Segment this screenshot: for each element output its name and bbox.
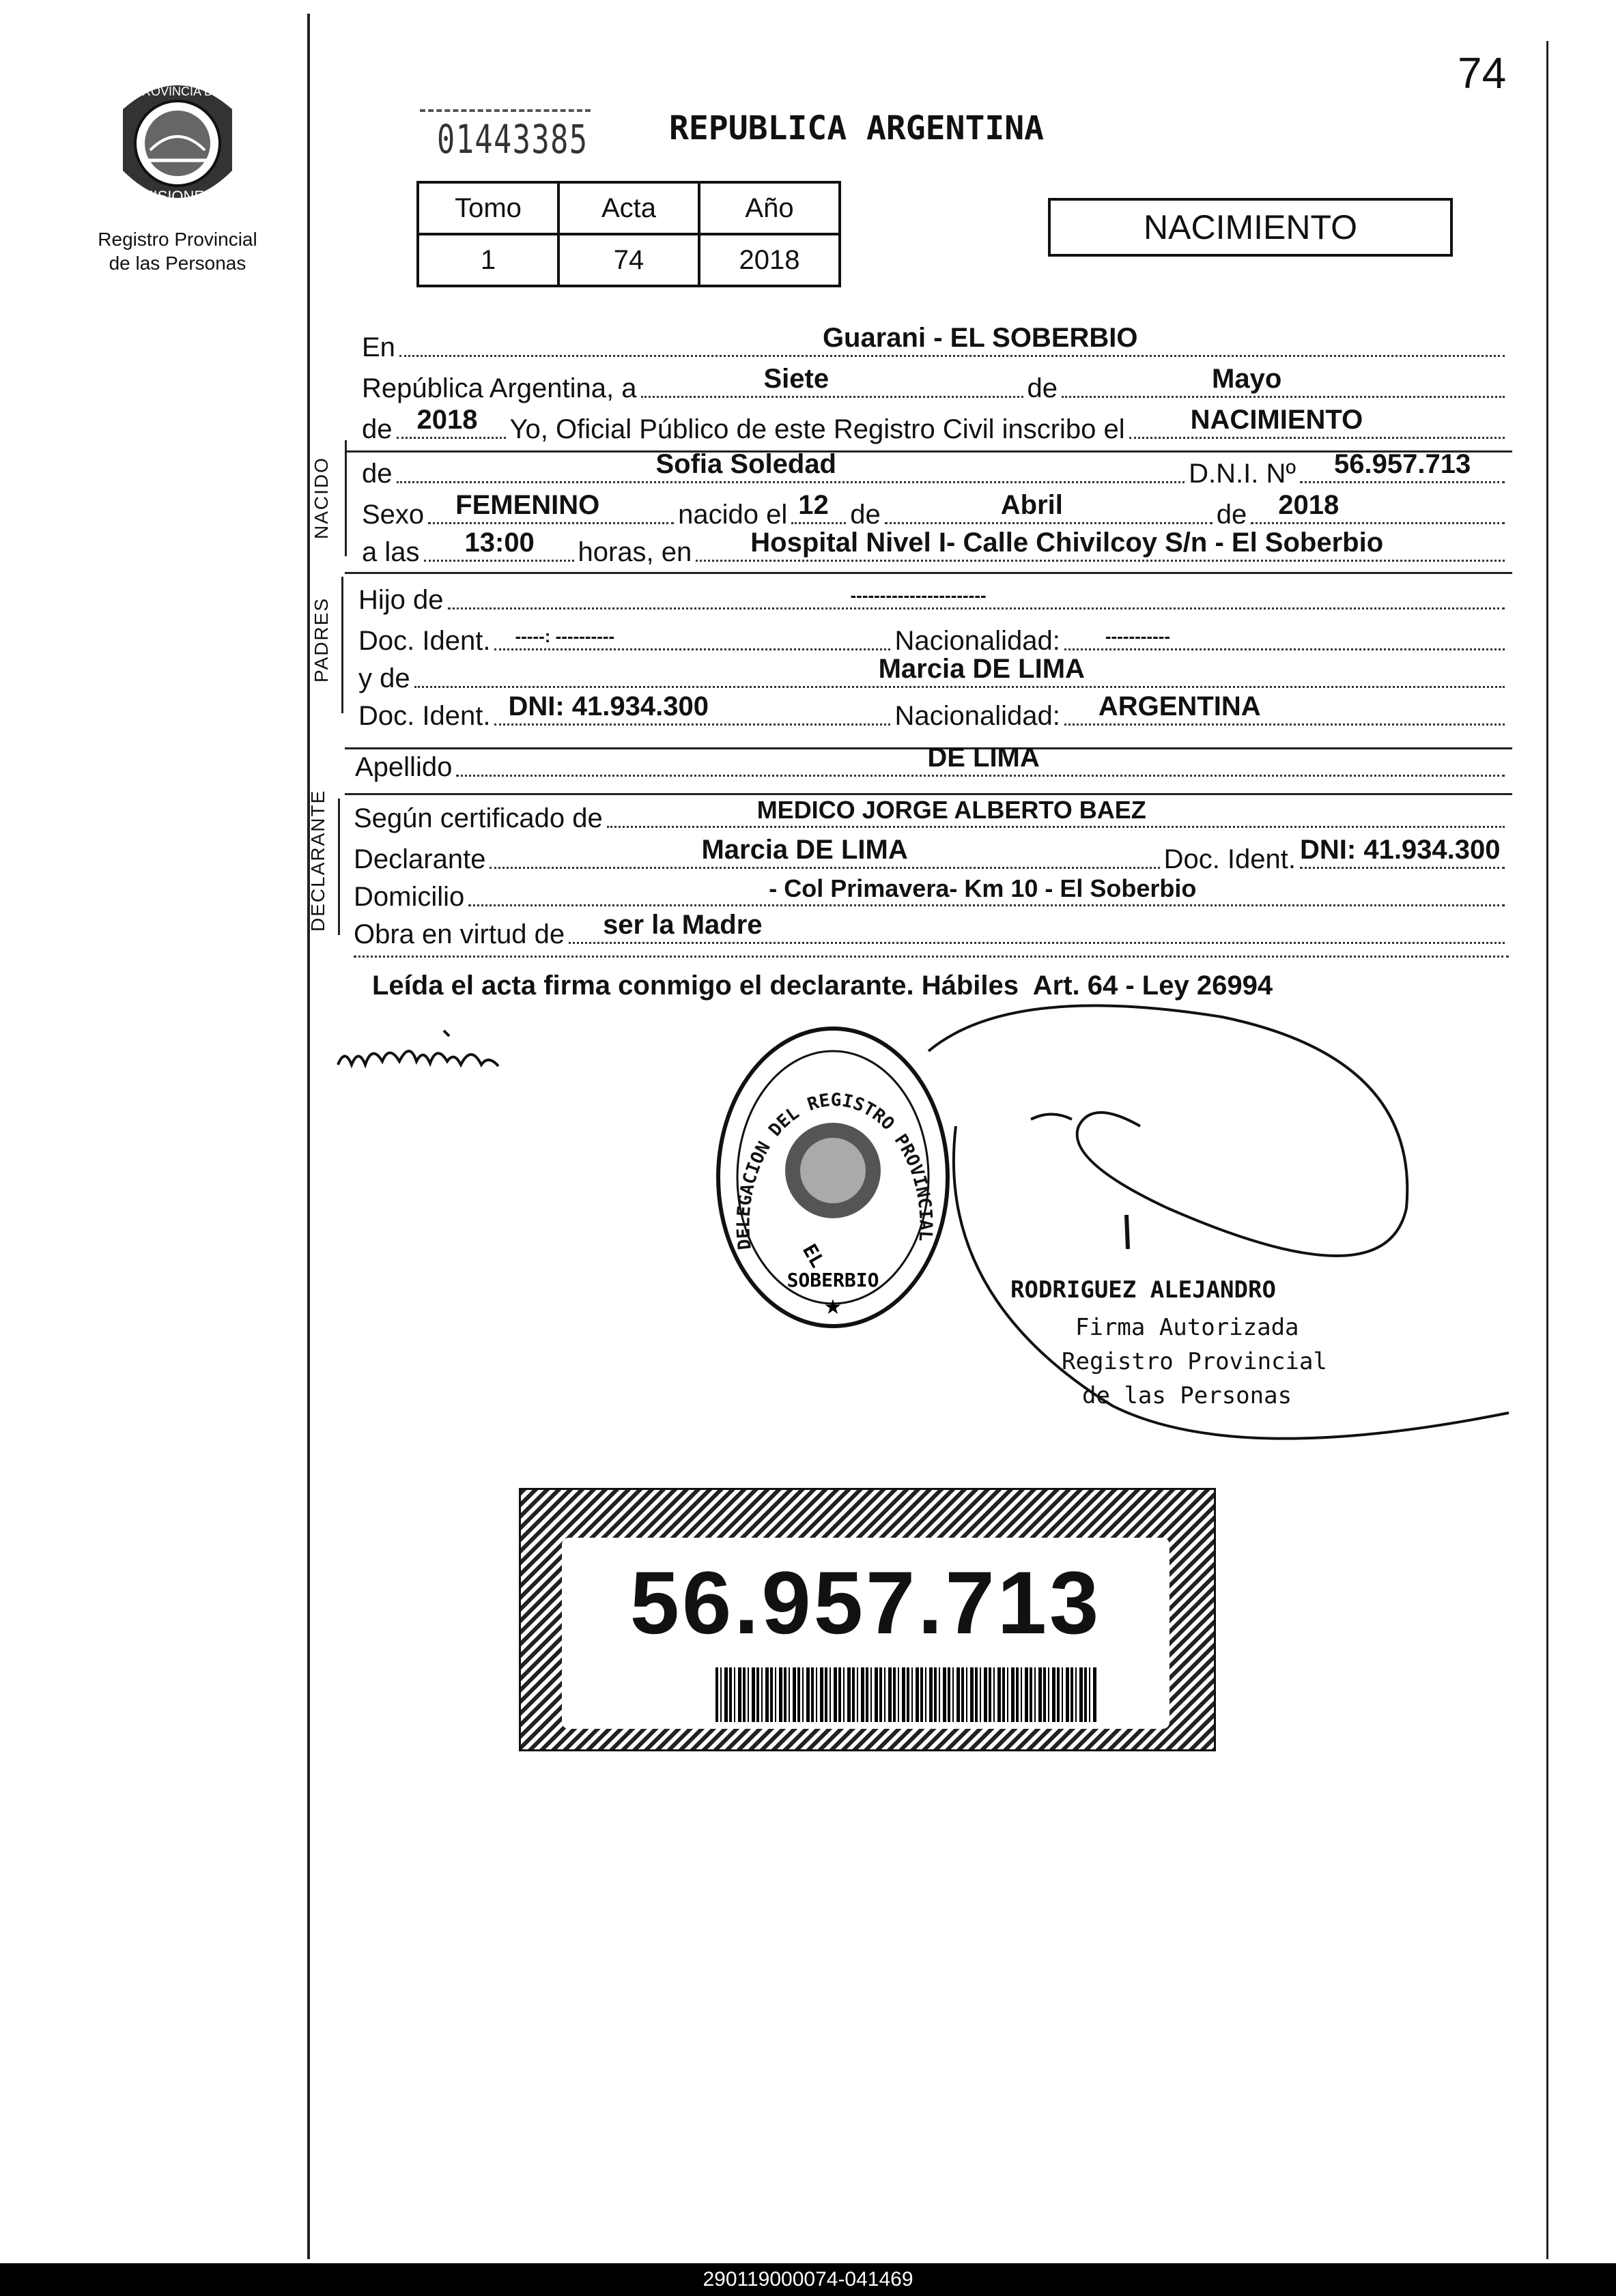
row-domicilio	[354, 874, 1509, 912]
acta-header: Acta	[558, 182, 699, 234]
nacido-section-label: NACIDO	[311, 457, 332, 539]
de-label: de	[1027, 373, 1058, 403]
obra-label: Obra en virtud de	[354, 919, 565, 949]
obra-value: ser la Madre	[603, 910, 763, 940]
acta-value: 74	[558, 234, 699, 286]
birth-year-value: 2018	[1278, 490, 1339, 520]
closing-text: Leída el acta firma conmigo el declarante. Hábiles Art. 64 - Ley 26994	[372, 971, 1273, 1001]
footer-code: 290119000074-041469	[703, 2268, 913, 2291]
hijo-de-label: Hijo de	[358, 585, 444, 615]
row-en	[362, 323, 1509, 362]
y-de-label: y de	[358, 663, 410, 693]
tomo-header: Tomo	[418, 182, 558, 234]
declarante-value: Marcia DE LIMA	[701, 835, 908, 865]
closing-line-dotted	[354, 956, 1509, 958]
svg-text:EL: EL	[797, 1240, 830, 1272]
row-obra	[354, 910, 1509, 949]
officer-line-1: Firma Autorizada	[1075, 1314, 1299, 1341]
doc1-value: -----: ----------	[515, 626, 615, 646]
month-value: Mayo	[1212, 364, 1282, 394]
svg-text:★: ★	[823, 1296, 842, 1319]
nacido-bracket	[345, 440, 347, 556]
nacido-de-label: de	[362, 459, 393, 489]
en-label: En	[362, 332, 395, 362]
svg-text:MISIONES: MISIONES	[141, 188, 214, 205]
mother-name-value: Marcia DE LIMA	[878, 654, 1085, 684]
record-type-box	[1048, 198, 1453, 257]
declarante-bracket	[338, 799, 340, 935]
id-security-box	[519, 1488, 1216, 1751]
row-segun	[354, 796, 1509, 833]
padres-bracket	[341, 577, 343, 713]
row-doc1	[358, 621, 1509, 655]
row-hijo-de	[358, 580, 1509, 614]
dni-value: 56.957.713	[1334, 449, 1471, 479]
doc1-label: Doc. Ident.	[358, 626, 491, 656]
decl-doc-value: DNI: 41.934.300	[1300, 835, 1501, 865]
doc2-label: Doc. Ident.	[358, 701, 491, 731]
padres-section-label: PADRES	[311, 597, 332, 683]
row-nacido-de	[362, 449, 1509, 489]
divider-4	[345, 793, 1512, 795]
footer-bar	[0, 2263, 1616, 2296]
domicilio-label: Domicilio	[354, 882, 465, 912]
day-value: Siete	[763, 364, 830, 394]
tomo-acta-ano-table	[416, 181, 841, 287]
right-margin-line	[1546, 41, 1548, 2259]
birth-day-value: 12	[798, 490, 829, 520]
divider-2	[345, 572, 1512, 574]
decl-doc-label: Doc. Ident.	[1163, 844, 1296, 874]
id-barcode	[715, 1667, 1098, 1722]
document-title: REPUBLICA ARGENTINA	[669, 109, 1045, 147]
svg-text:DELEGACION DEL REGISTRO PROVIN: DELEGACION DEL REGISTRO PROVINCIAL	[733, 1090, 936, 1251]
officer-name: RODRIGUEZ ALEJANDRO	[1010, 1276, 1276, 1304]
a-las-label: a las	[362, 537, 420, 567]
serial-underline	[420, 109, 591, 112]
birth-place-value: Hospital Nivel I- Calle Chivilcoy S/n - El Soberbio	[750, 528, 1384, 558]
time-value: 13:00	[464, 528, 535, 558]
declarant-signature	[335, 1024, 505, 1085]
mother-nationality-value: ARGENTINA	[1098, 691, 1261, 721]
province-logo	[109, 68, 246, 218]
child-name-value: Sofia Soledad	[655, 449, 836, 479]
nacido-el-label: nacido el	[678, 500, 788, 530]
left-margin-line	[307, 14, 310, 2259]
row-sexo	[362, 490, 1509, 530]
inscribo-value: NACIMIENTO	[1190, 405, 1363, 435]
yo-text: Yo, Oficial Público de este Registro Civil inscribo el	[509, 414, 1125, 444]
sexo-label: Sexo	[362, 500, 425, 530]
domicilio-value: - Col Primavera- Km 10 - El Soberbio	[769, 874, 1197, 902]
row-republica	[362, 364, 1509, 403]
apellido-value: DE LIMA	[927, 743, 1040, 773]
row-a-las	[362, 528, 1509, 567]
apellido-label: Apellido	[355, 752, 453, 782]
row-year	[362, 405, 1509, 444]
logo-caption-2: de las Personas	[109, 253, 246, 274]
de-label-4: de	[1216, 500, 1247, 530]
ano-header: Año	[699, 182, 840, 234]
logo-caption-1: Registro Provincial	[98, 229, 257, 250]
page-number: 74	[1458, 48, 1507, 98]
row-y-de	[358, 654, 1509, 693]
de-label-3: de	[850, 500, 881, 530]
sexo-value: FEMENINO	[455, 490, 600, 520]
segun-value: MEDICO JORGE ALBERTO BAEZ	[756, 796, 1146, 824]
officer-line-3: de las Personas	[1082, 1382, 1292, 1409]
record-type-label: NACIMIENTO	[1144, 208, 1357, 246]
nac1-label: Nacionalidad:	[894, 626, 1060, 656]
declarante-label: Declarante	[354, 844, 486, 874]
de-label-2: de	[362, 414, 393, 444]
tomo-value: 1	[418, 234, 558, 286]
horas-label: horas, en	[578, 537, 692, 567]
en-value: Guarani - EL SOBERBIO	[822, 323, 1138, 353]
officer-line-2: Registro Provincial	[1062, 1348, 1327, 1375]
hijo-de-value: -----------------------	[850, 585, 987, 605]
row-doc2	[358, 691, 1509, 731]
republica-label: República Argentina, a	[362, 373, 637, 403]
segun-label: Según certificado de	[354, 803, 603, 833]
dni-label: D.N.I. Nº	[1189, 459, 1296, 489]
id-inner-panel	[562, 1538, 1170, 1729]
row-apellido	[355, 743, 1509, 782]
svg-text:SOBERBIO: SOBERBIO	[786, 1269, 879, 1291]
year-value: 2018	[416, 405, 478, 435]
ano-value: 2018	[699, 234, 840, 286]
row-declarante	[354, 835, 1509, 874]
svg-text:PROVINCIA DE: PROVINCIA DE	[133, 85, 222, 98]
nac2-label: Nacionalidad:	[894, 701, 1060, 731]
serial-number: 01443385	[437, 116, 589, 162]
mother-dni-value: DNI: 41.934.300	[508, 691, 709, 721]
birth-month-value: Abril	[1000, 490, 1063, 520]
id-number: 56.957.713	[629, 1553, 1102, 1652]
declarante-section-label: DECLARANTE	[307, 789, 328, 932]
nac1-value: -----------	[1105, 626, 1171, 646]
